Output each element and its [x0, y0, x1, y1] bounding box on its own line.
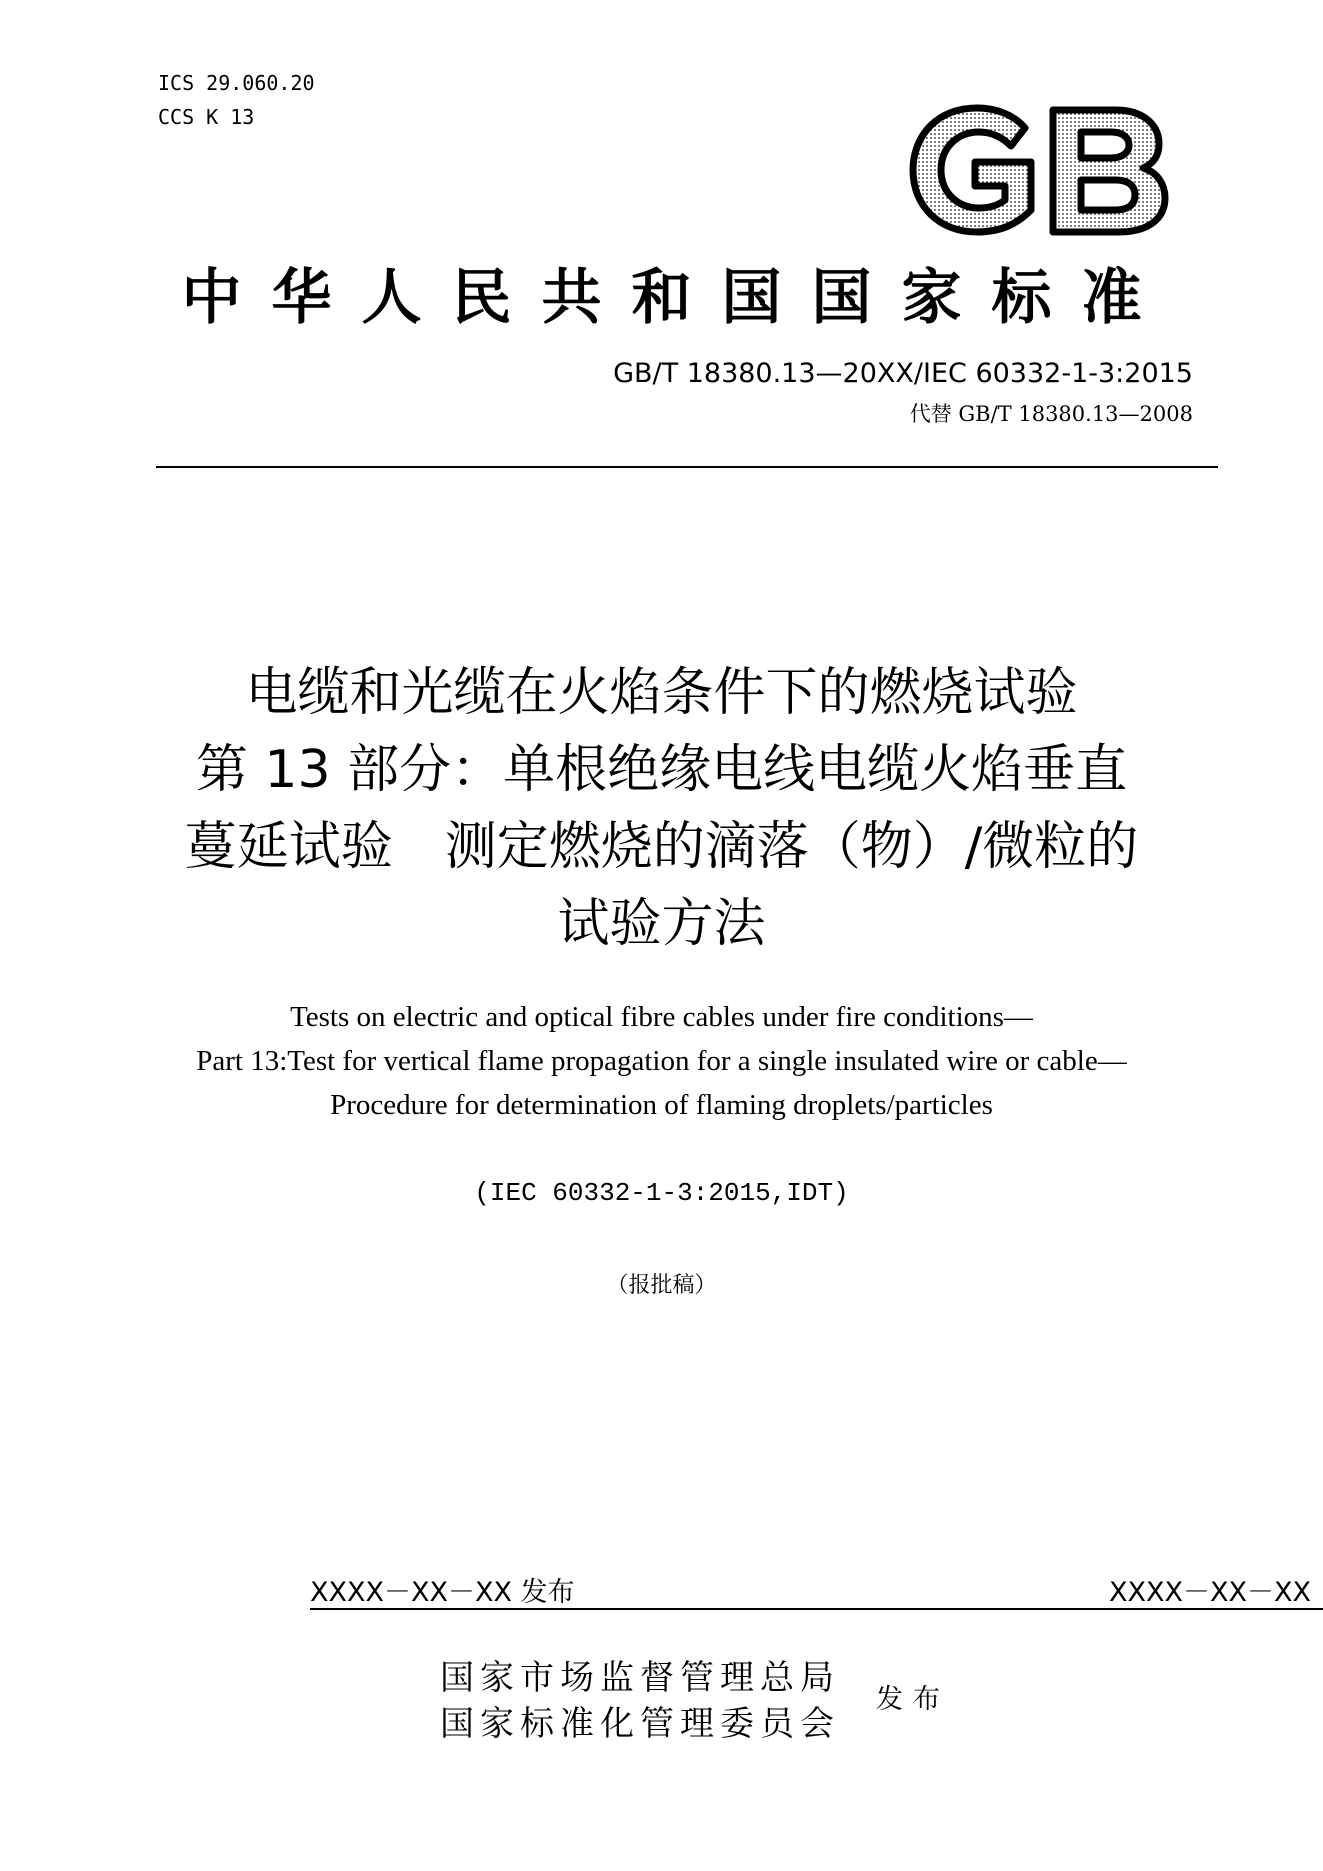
ics-code: ICS 29.060.20: [158, 71, 315, 95]
title-zh-line: 第 13 部分：单根绝缘电线电缆火焰垂直: [195, 740, 1128, 800]
issue-label: 发布: [876, 1684, 950, 1715]
draft-status: （报批稿）: [606, 1273, 717, 1298]
title-zh-line: 电缆和光缆在火焰条件下的燃烧试验: [245, 663, 1078, 723]
replaces-note: 代替 GB/T 18380.13—2008: [909, 402, 1193, 426]
issuing-authorities: [440, 1655, 840, 1747]
gb-logo: [905, 100, 1170, 240]
title-en-line: Procedure for determination of flaming droplets/particles: [330, 1089, 993, 1121]
title-chinese: [100, 655, 1223, 963]
date-divider: [310, 1608, 1323, 1610]
adoption-note: (IEC 60332-1-3:2015,IDT): [474, 1178, 849, 1208]
title-en-line: Tests on electric and optical fibre cables under fire conditions—: [290, 1001, 1033, 1033]
nation-standard-title: 中华人民共和国国家标准: [181, 263, 1172, 333]
classification-codes: [158, 66, 315, 134]
issuer: 国家标准化管理委员会: [440, 1704, 840, 1744]
standard-number: GB/T 18380.13—20XX/IEC 60332-1-3:2015: [613, 358, 1193, 389]
publish-date: XXXX－XX－XX 发布: [310, 1577, 575, 1608]
title-en-line: Part 13:Test for vertical flame propagation for a single insulated wire or cable—: [196, 1045, 1127, 1077]
title-zh-line: 试验方法: [557, 894, 766, 954]
issuer: 国家市场监督管理总局: [440, 1658, 840, 1698]
title-english: [0, 995, 1323, 1127]
header-divider: [156, 466, 1218, 468]
ccs-code: CCS K 13: [158, 105, 255, 129]
title-zh-line: 蔓延试验 测定燃烧的滴落（物）/微粒的: [184, 817, 1139, 877]
logo-text: GB: [1036, 178, 1038, 179]
implement-date: XXXX－XX－XX: [1109, 1577, 1311, 1608]
